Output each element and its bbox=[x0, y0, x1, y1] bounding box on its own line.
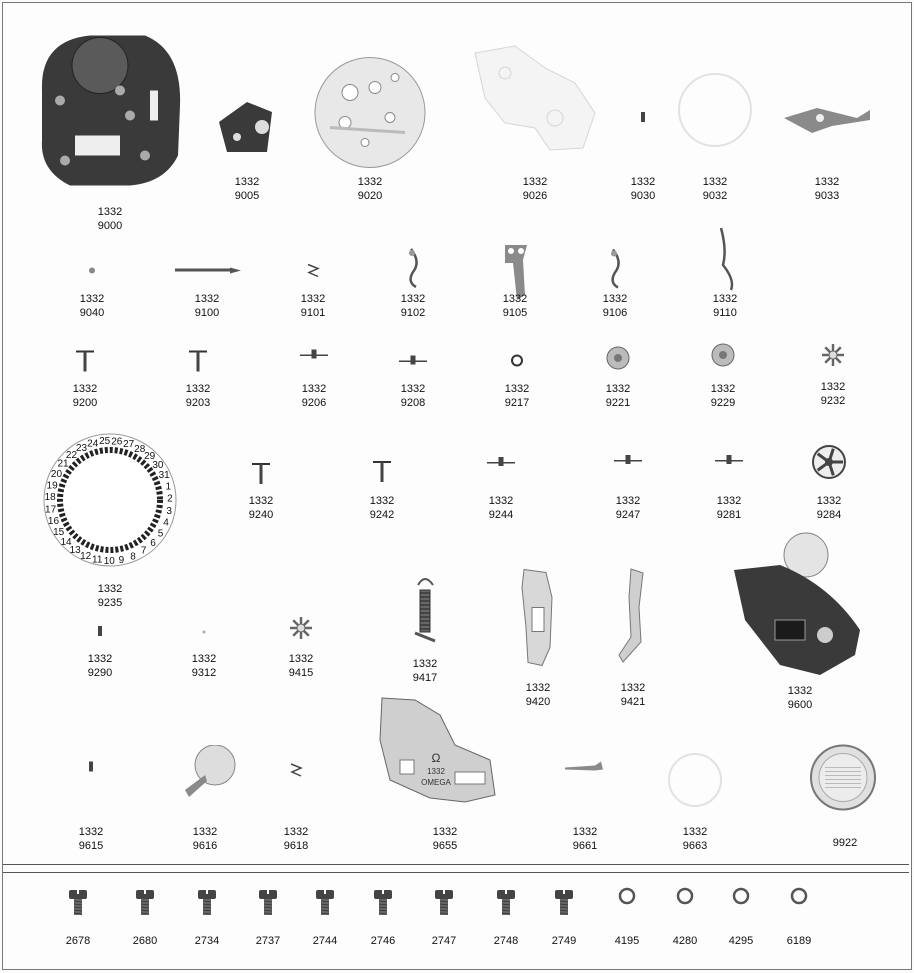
date-numeral: 15 bbox=[53, 527, 65, 539]
part-prefix: 1332 bbox=[816, 495, 842, 507]
part-code: 9102 bbox=[400, 307, 426, 319]
part-number-label bbox=[327, 494, 437, 522]
wheel-flat-icon bbox=[259, 342, 369, 367]
part-code: 9247 bbox=[615, 509, 641, 521]
movement-icon bbox=[20, 28, 200, 193]
dot-icon bbox=[149, 622, 259, 642]
ring-ghost-icon bbox=[660, 70, 770, 150]
part-prefix: 1332 bbox=[192, 826, 218, 838]
date-numeral: 9 bbox=[118, 554, 125, 566]
part-number-label bbox=[30, 382, 140, 410]
part-code: 9208 bbox=[400, 397, 426, 409]
part-prefix: 1332 bbox=[605, 383, 631, 395]
part-code: 9240 bbox=[248, 509, 274, 521]
wheel-gear-icon bbox=[668, 340, 778, 370]
part-prefix: 1332 bbox=[300, 293, 326, 305]
part-prefix: 1332 bbox=[620, 682, 646, 694]
part-code: 9106 bbox=[602, 307, 628, 319]
part-number-label bbox=[258, 292, 368, 320]
plate-engraving: Ω bbox=[431, 751, 441, 765]
part-code: 9040 bbox=[79, 307, 105, 319]
part-prefix: 1332 bbox=[412, 658, 438, 670]
part-number-label bbox=[246, 652, 356, 680]
part-number-label bbox=[578, 681, 688, 709]
washer-icon bbox=[721, 882, 761, 922]
part-prefix: 1332 bbox=[248, 495, 274, 507]
part-number-label bbox=[563, 382, 673, 410]
part-code: 9663 bbox=[682, 840, 708, 852]
spring-icon bbox=[358, 242, 468, 292]
part-code: 4195 bbox=[614, 935, 640, 947]
engraved-plate-icon bbox=[370, 690, 520, 810]
date-numeral: 14 bbox=[60, 536, 72, 548]
part-prefix: 1332 bbox=[191, 653, 217, 665]
screw-icon bbox=[125, 882, 165, 922]
washer-icon bbox=[607, 882, 647, 922]
part-prefix: 1332 bbox=[301, 383, 327, 395]
part-prefix: 1332 bbox=[78, 826, 104, 838]
spring-long-icon bbox=[670, 225, 780, 295]
part-number-label bbox=[462, 382, 572, 410]
part-code: 9221 bbox=[605, 397, 631, 409]
ring-ghost-icon bbox=[640, 750, 750, 810]
date-numeral: 3 bbox=[166, 505, 172, 517]
part-code: 2680 bbox=[132, 935, 158, 947]
part-number-label bbox=[446, 494, 556, 522]
part-code: 9101 bbox=[300, 307, 326, 319]
part-prefix: 1332 bbox=[283, 826, 309, 838]
part-code: 9284 bbox=[816, 509, 842, 521]
part-code: 2747 bbox=[431, 935, 457, 947]
circuit-icon bbox=[720, 525, 880, 680]
part-prefix: 1332 bbox=[400, 383, 426, 395]
date-numeral: 8 bbox=[130, 551, 136, 563]
date-numeral: 22 bbox=[65, 450, 78, 462]
part-number-label bbox=[37, 292, 147, 320]
part-number-label bbox=[370, 825, 520, 853]
part-prefix: 1332 bbox=[702, 176, 728, 188]
date-numeral: 12 bbox=[80, 550, 92, 562]
part-code: 9235 bbox=[97, 597, 123, 609]
part-number-label bbox=[772, 175, 882, 203]
date-numeral: 1 bbox=[165, 481, 172, 493]
part-number-label bbox=[573, 494, 683, 522]
washer-icon bbox=[665, 882, 705, 922]
part-code: 9026 bbox=[522, 190, 548, 202]
part-prefix: 1332 bbox=[288, 653, 314, 665]
part-number-label bbox=[20, 205, 200, 233]
date-numeral: 13 bbox=[69, 544, 81, 556]
part-number-label bbox=[358, 292, 468, 320]
part-number-label bbox=[790, 836, 900, 850]
part-prefix: 1332 bbox=[79, 293, 105, 305]
part-number-label bbox=[152, 292, 262, 320]
stem-icon bbox=[152, 258, 262, 283]
part-code: 9290 bbox=[87, 667, 113, 679]
wheel-flat-icon bbox=[446, 452, 556, 472]
part-code: 9206 bbox=[301, 397, 327, 409]
screw-icon bbox=[486, 882, 526, 922]
part-prefix: 1332 bbox=[814, 176, 840, 188]
part-number-label bbox=[370, 657, 480, 685]
section-divider-second bbox=[3, 872, 909, 873]
bridge-small-icon bbox=[192, 82, 302, 182]
date-numeral: 25 bbox=[99, 436, 111, 448]
wheel-flat-icon bbox=[674, 450, 784, 470]
part-code: 9105 bbox=[502, 307, 528, 319]
date-numeral: 4 bbox=[163, 517, 169, 529]
part-number-label bbox=[720, 684, 880, 712]
screw-icon bbox=[187, 882, 227, 922]
part-prefix: 1332 bbox=[87, 653, 113, 665]
date-numeral: 23 bbox=[75, 443, 88, 455]
plate-engraving: OMEGA bbox=[421, 778, 451, 787]
part-number-label bbox=[465, 175, 605, 203]
part-number-label bbox=[674, 494, 784, 522]
part-prefix: 1332 bbox=[504, 383, 530, 395]
part-prefix: 1332 bbox=[630, 176, 656, 188]
part-prefix: 1332 bbox=[615, 495, 641, 507]
part-prefix: 1332 bbox=[710, 383, 736, 395]
date-numeral: 11 bbox=[92, 554, 103, 566]
part-number-label bbox=[560, 292, 670, 320]
part-code: 9020 bbox=[357, 190, 383, 202]
part-number-label bbox=[259, 382, 369, 410]
wheel-flat-icon bbox=[358, 348, 468, 373]
part-code: 9615 bbox=[78, 840, 104, 852]
pinion-icon bbox=[30, 348, 140, 373]
date-numeral: 16 bbox=[47, 516, 60, 528]
part-code: 2749 bbox=[551, 935, 577, 947]
date-numeral: 2 bbox=[167, 493, 173, 505]
date-numeral: 6 bbox=[150, 537, 156, 549]
part-prefix: 1332 bbox=[502, 293, 528, 305]
part-number-label bbox=[143, 382, 253, 410]
part-prefix: 1332 bbox=[522, 176, 548, 188]
part-code: 9200 bbox=[72, 397, 98, 409]
part-prefix: 1332 bbox=[712, 293, 738, 305]
part-number-label bbox=[530, 825, 640, 853]
screw-icon bbox=[363, 882, 403, 922]
bracket-icon bbox=[483, 560, 593, 675]
date-numeral: 24 bbox=[87, 438, 99, 450]
date-numeral: 17 bbox=[45, 504, 57, 516]
date-numeral: 31 bbox=[158, 470, 170, 482]
part-code: 9005 bbox=[234, 190, 260, 202]
part-code: 9922 bbox=[832, 837, 858, 849]
part-prefix: 1332 bbox=[602, 293, 628, 305]
part-prefix: 1332 bbox=[488, 495, 514, 507]
date-numeral: 28 bbox=[134, 443, 146, 455]
part-number-label bbox=[670, 292, 780, 320]
part-code: 9655 bbox=[432, 840, 458, 852]
part-code: 2734 bbox=[194, 935, 220, 947]
jewel-icon bbox=[37, 258, 147, 283]
tiny-pin-icon bbox=[36, 755, 146, 780]
part-code: 2744 bbox=[312, 935, 338, 947]
part-code: 4280 bbox=[672, 935, 698, 947]
part-code: 9110 bbox=[713, 307, 737, 319]
part-number-label bbox=[36, 825, 146, 853]
part-code: 2678 bbox=[65, 935, 91, 947]
part-code: 9618 bbox=[283, 840, 309, 852]
pinion-icon bbox=[206, 460, 316, 486]
part-prefix: 1332 bbox=[525, 682, 551, 694]
plate-engraving: 1332 bbox=[427, 767, 445, 776]
screw-icon bbox=[305, 882, 345, 922]
lever-icon bbox=[772, 88, 882, 148]
part-number-label bbox=[45, 652, 155, 680]
date-numeral: 26 bbox=[111, 436, 123, 448]
date-numeral: 21 bbox=[57, 458, 69, 470]
lever-small-icon bbox=[530, 755, 640, 780]
part-code: 9421 bbox=[620, 696, 646, 708]
part-number-label bbox=[358, 382, 468, 410]
part-code: 9616 bbox=[192, 840, 218, 852]
part-code: 9033 bbox=[814, 190, 840, 202]
part-code: 9420 bbox=[525, 696, 551, 708]
part-prefix: 1332 bbox=[369, 495, 395, 507]
star-wheel-icon bbox=[778, 340, 888, 370]
part-number-label bbox=[305, 175, 435, 203]
date-numeral: 19 bbox=[46, 480, 58, 492]
part-code: 9217 bbox=[504, 397, 530, 409]
tiny-pin-icon bbox=[45, 622, 155, 642]
part-code: 2748 bbox=[493, 935, 519, 947]
part-number-label bbox=[149, 652, 259, 680]
date-numeral: 20 bbox=[50, 468, 63, 480]
screw-icon bbox=[58, 882, 98, 922]
part-number-label bbox=[460, 292, 570, 320]
part-prefix: 1332 bbox=[194, 293, 220, 305]
part-code: 6189 bbox=[786, 935, 812, 947]
part-prefix: 1332 bbox=[682, 826, 708, 838]
coil-icon bbox=[370, 570, 480, 660]
part-number-label bbox=[206, 494, 316, 522]
date-numeral: 5 bbox=[157, 528, 164, 540]
part-prefix: 1332 bbox=[432, 826, 458, 838]
part-code: 9100 bbox=[194, 307, 220, 319]
spring-icon bbox=[560, 240, 670, 295]
part-code: 9281 bbox=[716, 509, 742, 521]
part-code: 9232 bbox=[820, 395, 846, 407]
section-divider bbox=[3, 864, 909, 865]
part-code: 4295 bbox=[728, 935, 754, 947]
pinion-icon bbox=[327, 456, 437, 486]
part-code: 9203 bbox=[185, 397, 211, 409]
part-prefix: 1332 bbox=[572, 826, 598, 838]
wheel-gear-icon bbox=[563, 343, 673, 373]
part-prefix: 1332 bbox=[400, 293, 426, 305]
part-number-label bbox=[660, 175, 770, 203]
part-prefix: 1332 bbox=[234, 176, 260, 188]
part-prefix: 1332 bbox=[97, 206, 123, 218]
gear-wheel-icon bbox=[774, 442, 884, 482]
main-plate-icon bbox=[305, 50, 435, 175]
date-numeral: 18 bbox=[44, 492, 56, 504]
part-code: 2737 bbox=[255, 935, 281, 947]
part-prefix: 1332 bbox=[97, 583, 123, 595]
part-code: 9030 bbox=[630, 190, 656, 202]
part-code: 9415 bbox=[288, 667, 314, 679]
screw-icon bbox=[248, 882, 288, 922]
bracket-thin-icon bbox=[578, 562, 688, 672]
part-code: 9032 bbox=[702, 190, 728, 202]
clip-icon bbox=[241, 755, 351, 785]
part-code: 9600 bbox=[787, 699, 813, 711]
date-ring-icon bbox=[20, 420, 200, 580]
date-numeral: 10 bbox=[103, 555, 115, 567]
screw-icon bbox=[424, 882, 464, 922]
part-prefix: 1332 bbox=[716, 495, 742, 507]
star-wheel-icon bbox=[246, 612, 356, 644]
pinion-icon bbox=[143, 348, 253, 373]
part-prefix: 1332 bbox=[185, 383, 211, 395]
part-number-label bbox=[774, 494, 884, 522]
part-number-label bbox=[668, 382, 778, 410]
screw-icon bbox=[544, 882, 584, 922]
clip-icon bbox=[258, 258, 368, 283]
date-numeral: 29 bbox=[144, 450, 156, 462]
part-code: 9244 bbox=[488, 509, 514, 521]
part-number-label bbox=[778, 380, 888, 408]
part-code: 9312 bbox=[191, 667, 217, 679]
part-code: 9000 bbox=[97, 220, 123, 232]
bridge-ghost-icon bbox=[465, 38, 605, 168]
ring-small-icon bbox=[462, 348, 572, 373]
date-numeral: 30 bbox=[152, 459, 164, 471]
part-prefix: 1332 bbox=[820, 381, 846, 393]
part-code: 9417 bbox=[412, 672, 438, 684]
part-number-label bbox=[192, 175, 302, 203]
part-code: 9661 bbox=[572, 840, 598, 852]
wheel-flat-icon bbox=[573, 450, 683, 470]
date-numeral: 7 bbox=[140, 545, 147, 557]
part-number-label bbox=[241, 825, 351, 853]
date-numeral: 27 bbox=[123, 438, 135, 450]
part-prefix: 1332 bbox=[787, 685, 813, 697]
battery-icon bbox=[790, 740, 900, 815]
part-code: 9242 bbox=[369, 509, 395, 521]
part-prefix: 1332 bbox=[357, 176, 383, 188]
part-code: 9229 bbox=[710, 397, 736, 409]
washer-icon bbox=[779, 882, 819, 922]
part-number-label bbox=[640, 825, 750, 853]
part-code: 2746 bbox=[370, 935, 396, 947]
part-prefix: 1332 bbox=[72, 383, 98, 395]
part-number-label bbox=[20, 582, 200, 610]
